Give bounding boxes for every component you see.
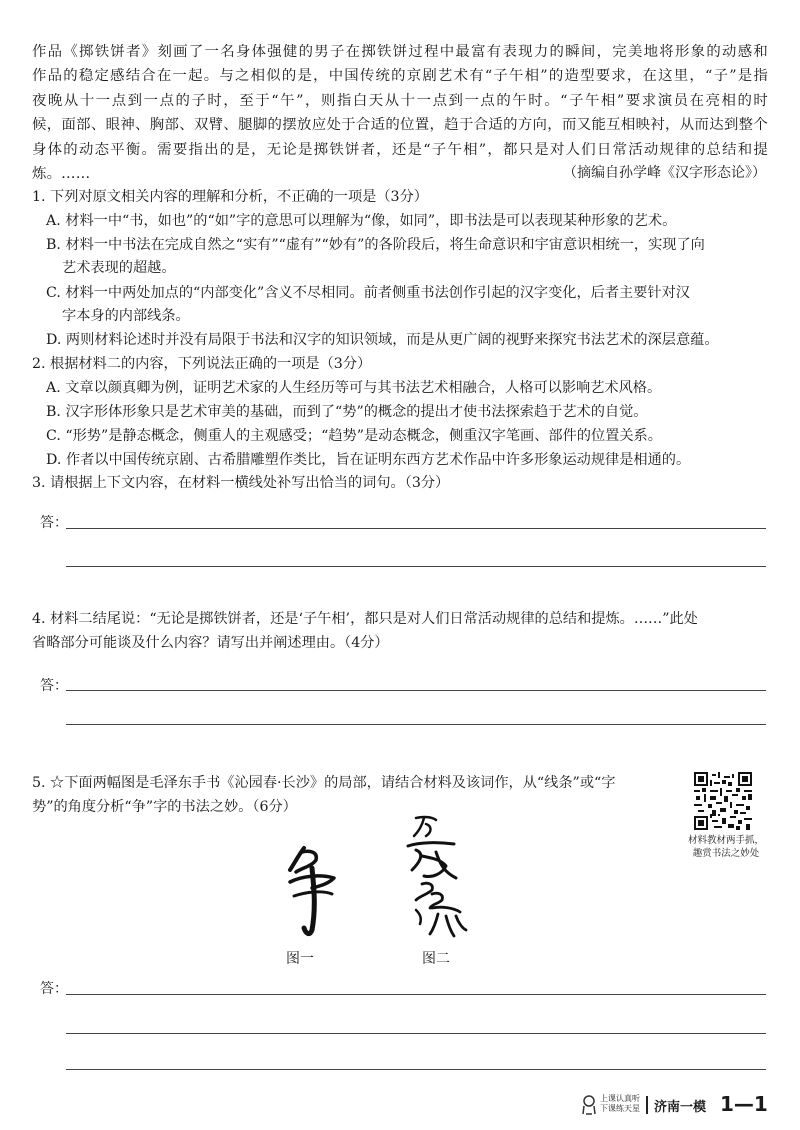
q2-option-b: B. 汉字形体形象只是艺术审美的基础，而到了“势”的概念的提出才使书法探索趋于艺术的自觉。 bbox=[46, 404, 648, 420]
figure-1-caption: 图一 bbox=[286, 951, 314, 967]
q5-answer-line-2[interactable] bbox=[66, 1033, 766, 1034]
q3-answer-line-1[interactable] bbox=[66, 528, 766, 529]
q5-answer-line-3[interactable] bbox=[66, 1069, 766, 1070]
passage-line: 夜晚从十一点到一点的子时，至于“午”，则指白天从十一点到一点的午时。“子午相”要求演员在亮相的时 bbox=[32, 92, 768, 109]
passage-line: 作品的稳定感结合在一起。与之相似的是，中国传统的京剧艺术有“子午相”的造型要求，在这里，“子”是指 bbox=[32, 68, 768, 85]
q3-answer-line-2[interactable] bbox=[66, 566, 766, 567]
q4-answer-line-2[interactable] bbox=[66, 724, 766, 725]
qr-caption-line: 材料教材两手抓， bbox=[687, 835, 764, 846]
q3-stem: 3. 请根据上下文内容，在材料一横线处补写出恰当的词句。（3分） bbox=[32, 475, 450, 491]
q1-stem: 1. 下列对原文相关内容的理解和分析，不正确的一项是（3分） bbox=[32, 189, 428, 205]
footer-slogan-1: 上课认真听 bbox=[600, 1094, 640, 1103]
q2-option-d: D. 作者以中国传统京剧、古希腊雕塑作类比，旨在证明东西方艺术作品中许多形象运动规律是相通的。 bbox=[46, 452, 691, 468]
mascot-icon bbox=[580, 1094, 598, 1116]
q4-answer-label: 答： bbox=[40, 678, 68, 694]
q4-answer-line-1[interactable] bbox=[66, 690, 766, 691]
figure-1-calligraphy bbox=[282, 838, 342, 942]
q5-answer-label: 答： bbox=[40, 981, 68, 997]
passage-source: （摘编自孙学峰《汉字形态论》） bbox=[563, 165, 766, 181]
q4-stem-cont: 省略部分可能谈及什么内容？请写出并阐述理由。（4分） bbox=[32, 635, 389, 651]
figure-2-caption: 图二 bbox=[422, 951, 450, 967]
q5-stem-cont: 势”的角度分析“争”字的书法之妙。（6分） bbox=[32, 799, 297, 815]
q5-answer-line-1[interactable] bbox=[66, 994, 766, 995]
q5-stem: 5. ☆下面两幅图是毛泽东手书《沁园春·长沙》的局部，请结合材料及该词作，从“线条”或“字 bbox=[32, 775, 616, 791]
qr-caption-line: 趣赏书法之妙处 bbox=[692, 848, 760, 859]
qr-code-icon[interactable] bbox=[694, 772, 752, 830]
figure-2-calligraphy bbox=[402, 812, 472, 942]
passage-line: 候，面部、眼神、胸部、双臂、腿脚的摆放应处于合适的位置，趋于合适的方向，而又能互相映衬，从而达到整个 bbox=[32, 117, 768, 134]
q1-option-b-cont: 艺术表现的超越。 bbox=[62, 260, 176, 276]
q2-option-a: A. 文章以颜真卿为例，证明艺术家的人生经历等可与其书法艺术相融合，人格可以影响艺术风格。 bbox=[46, 380, 662, 396]
footer-divider bbox=[646, 1096, 648, 1114]
footer-title: 济南一模 bbox=[654, 1100, 707, 1115]
qr-caption bbox=[676, 834, 776, 860]
q1-option-c-cont: 字本身的内部线条。 bbox=[62, 308, 190, 324]
q2-option-c: C. “形势”是静态概念，侧重人的主观感受；“趋势”是动态概念，侧重汉字笔画、部件的位置关系。 bbox=[46, 428, 662, 444]
page-footer bbox=[580, 1090, 780, 1120]
q2-stem: 2. 根据材料二的内容，下列说法正确的一项是（3分） bbox=[32, 356, 372, 372]
q3-answer-label: 答： bbox=[40, 515, 68, 531]
passage-line: 炼。…… bbox=[32, 166, 91, 183]
passage-line: 作品《掷铁饼者》刻画了一名身体强健的男子在掷铁饼过程中最富有表现力的瞬间，完美地将形象的动感和 bbox=[32, 44, 768, 60]
q1-option-b: B. 材料一中书法在完成自然之“实有”“虚有”“妙有”的各阶段后，将生命意识和宇宙意识相统一，实现了向 bbox=[46, 237, 705, 253]
q1-option-a: A. 材料一中“书，如也”的“如”字的意思可以理解为“像，如同”，即书法是可以表现某种形象的艺术。 bbox=[46, 213, 677, 229]
passage-line: 身体的动态平衡。需要指出的是，无论是掷铁饼者，还是“子午相”，都只是对人们日常活动规律的总结和提 bbox=[32, 141, 768, 158]
footer-slogan-2: 下课练天星 bbox=[600, 1104, 640, 1113]
page-number: 1—1 bbox=[720, 1092, 768, 1116]
q1-option-c: C. 材料一中两处加点的“内部变化”含义不尽相同。前者侧重书法创作引起的汉字变化，后者主要针对汉 bbox=[46, 285, 690, 301]
q4-stem: 4. 材料二结尾说：“无论是掷铁饼者，还是‘子午相’，都只是对人们日常活动规律的总结和提炼。……”此处 bbox=[32, 611, 698, 627]
q1-option-d: D. 两则材料论述时并没有局限于书法和汉字的知识领域，而是从更广阔的视野来探究书法艺术的深层意蕴。 bbox=[46, 332, 719, 348]
